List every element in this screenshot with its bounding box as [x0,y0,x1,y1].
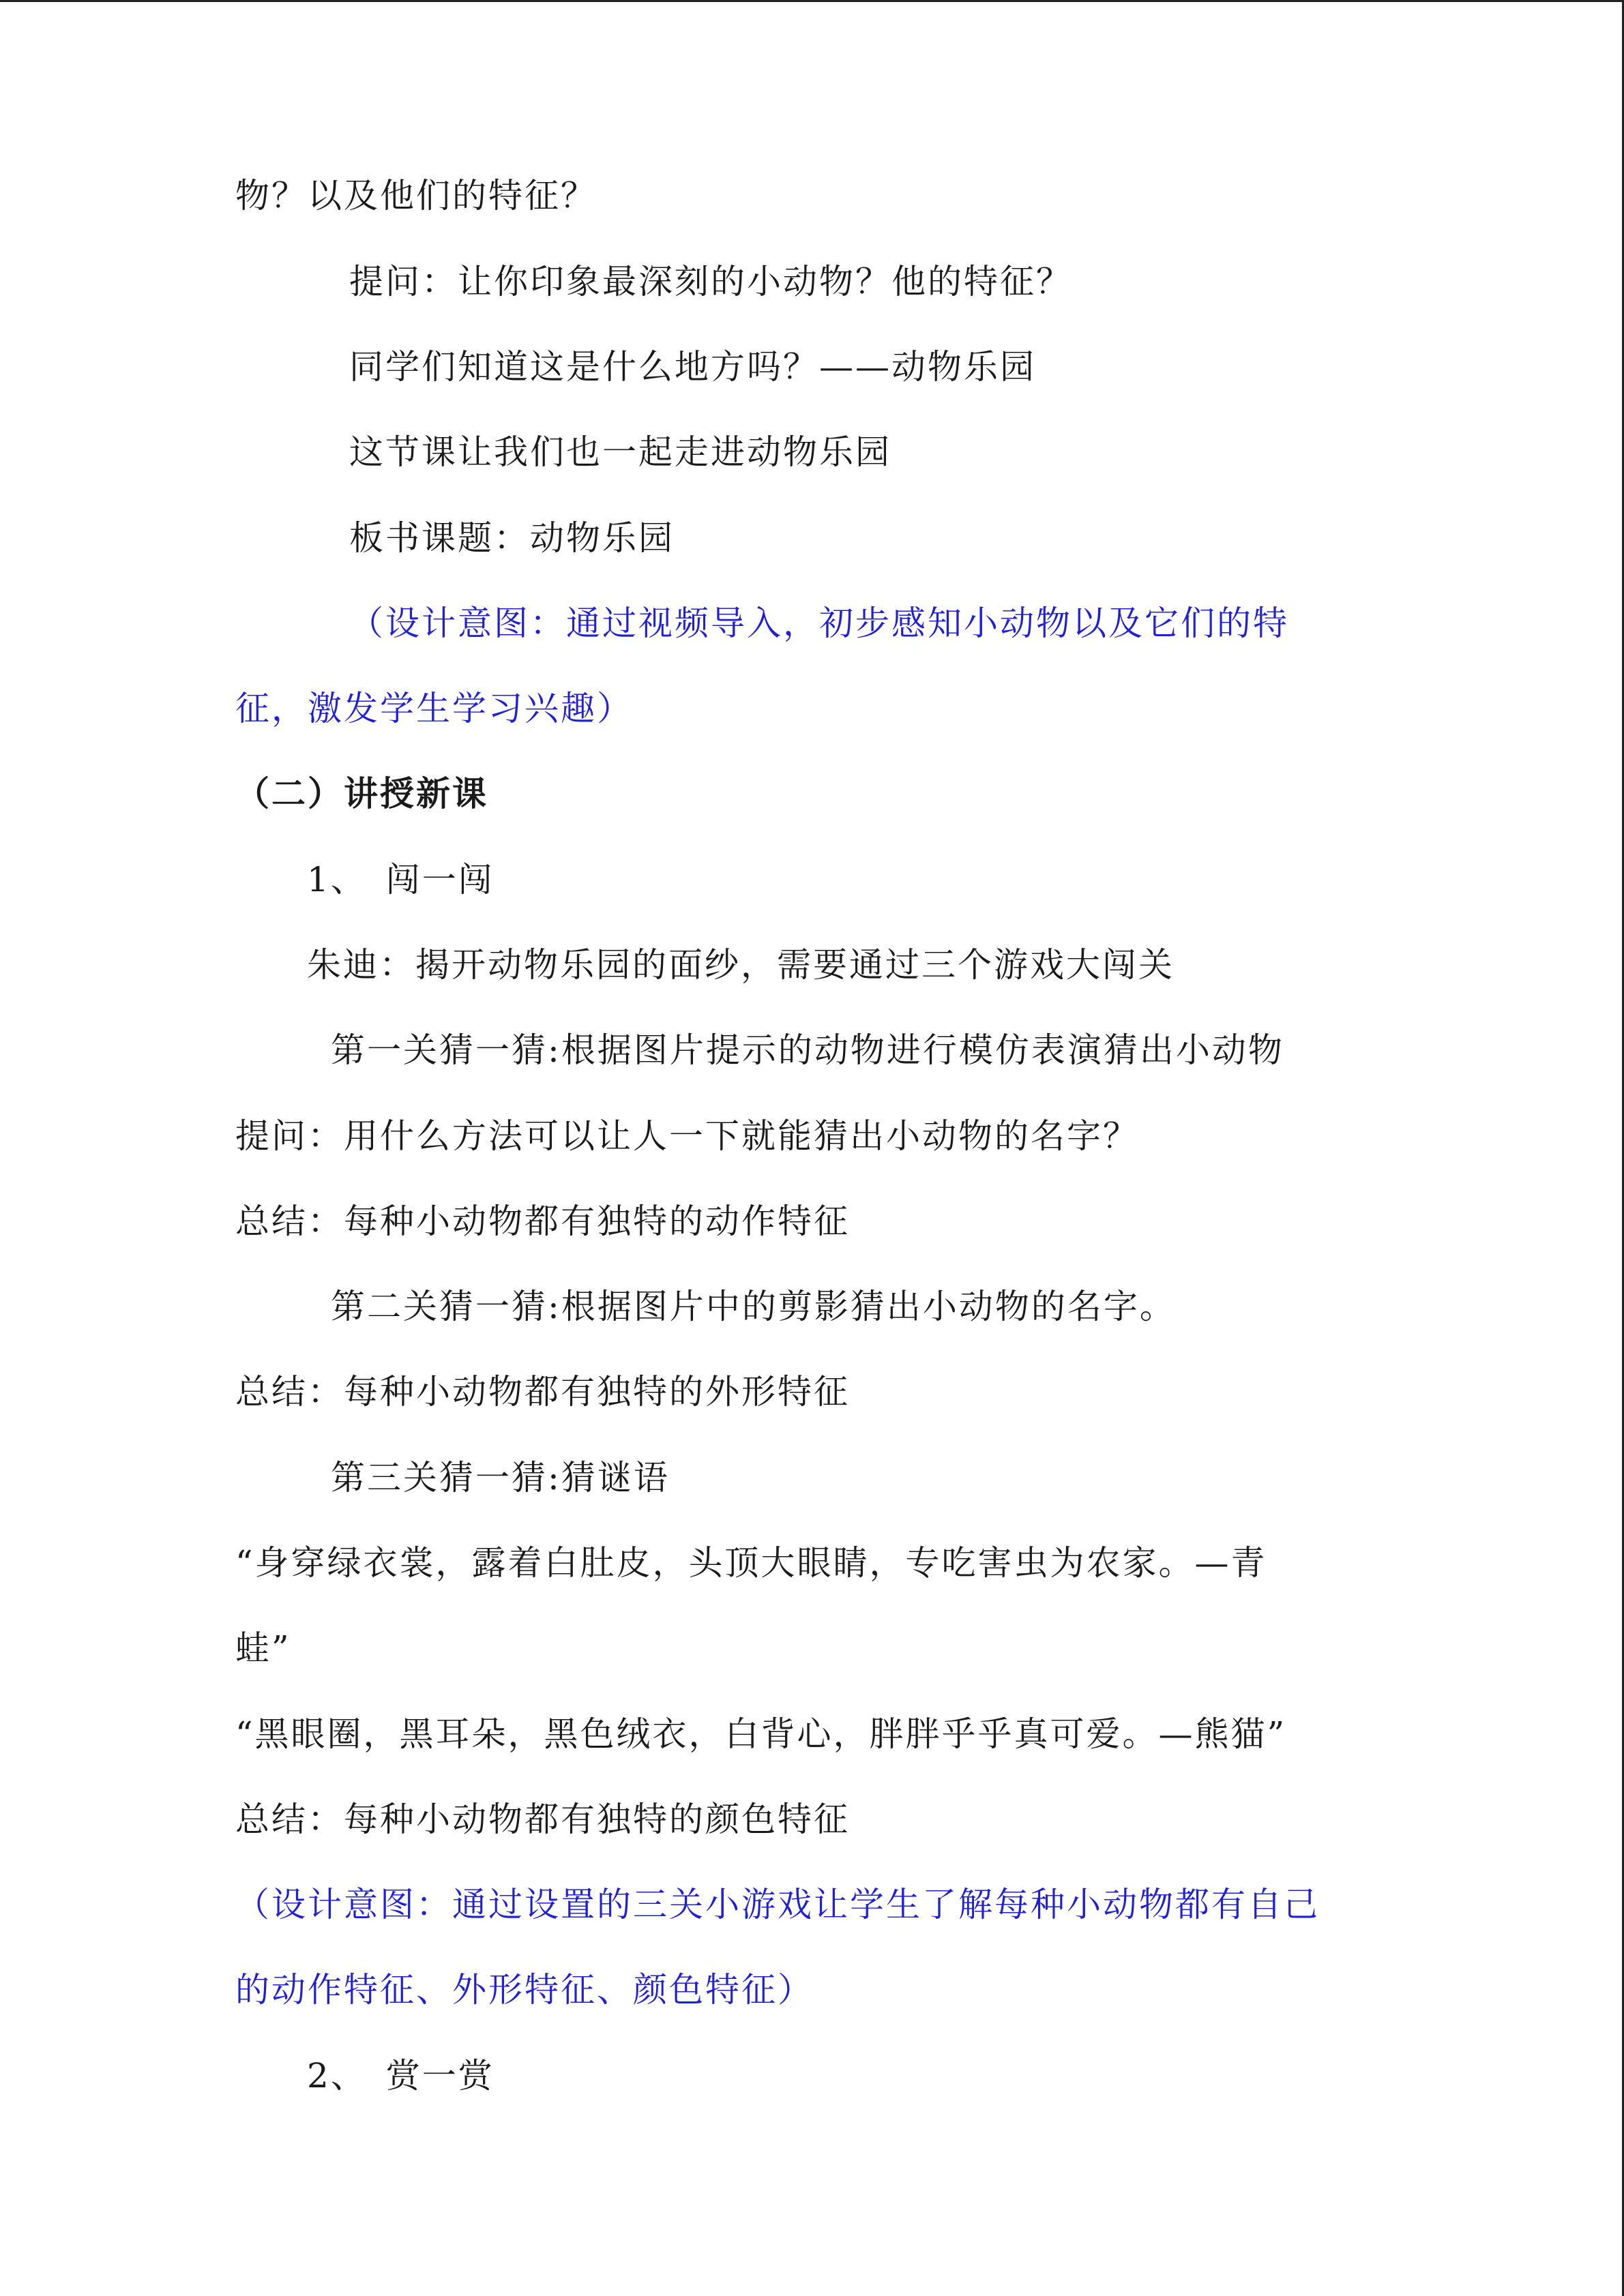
riddle-line: “身穿绿衣裳，露着白肚皮，头顶大眼睛，专吃害虫为农家。—青 [235,1543,1267,1583]
text-line: 板书课题：动物乐园 [349,518,675,558]
text-line: 第二关猜一猜:根据图片中的剪影猜出小动物的名字。 [331,1287,1176,1326]
design-intent-line: 的动作特征、外形特征、颜色特征） [235,1970,814,2010]
riddle-line: “黑眼圈，黑耳朵，黑色绒衣，白背心，胖胖乎乎真可爱。—熊猫” [235,1714,1287,1754]
page-border-top [0,0,1624,2]
section-heading: （二）讲授新课 [235,773,488,814]
text-line: 总结：每种小动物都有独特的颜色特征 [235,1800,850,1839]
text-line: 提问：用什么方法可以让人一下就能猜出小动物的名字？ [235,1116,1139,1156]
text-line: 总结：每种小动物都有独特的动作特征 [235,1202,850,1241]
design-intent-line: （设计意图：通过设置的三关小游戏让学生了解每种小动物都有自己 [235,1885,1320,1924]
riddle-line: 蛙” [235,1628,291,1668]
numbered-item: 1、 闯一闯 [307,860,494,899]
text-line: 总结：每种小动物都有独特的外形特征 [235,1372,850,1412]
design-intent-line: 征，激发学生学习兴趣） [235,689,633,728]
text-line: 同学们知道这是什么地方吗？——动物乐园 [349,347,1036,387]
text-line: 提问：让你印象最深刻的小动物？他的特征？ [349,262,1072,301]
text-line: 物？以及他们的特征？ [235,176,597,215]
text-line: 朱迪：揭开动物乐园的面纱，需要通过三个游戏大闯关 [307,945,1175,985]
numbered-item: 2、 赏一赏 [307,2056,494,2096]
text-line: 第一关猜一猜:根据图片提示的动物进行模仿表演猜出小动物 [331,1030,1284,1070]
text-line: 第三关猜一猜:猜谜语 [331,1458,670,1497]
design-intent-line: （设计意图：通过视频导入，初步感知小动物以及它们的特 [349,603,1289,643]
text-line: 这节课让我们也一起走进动物乐园 [349,432,891,472]
